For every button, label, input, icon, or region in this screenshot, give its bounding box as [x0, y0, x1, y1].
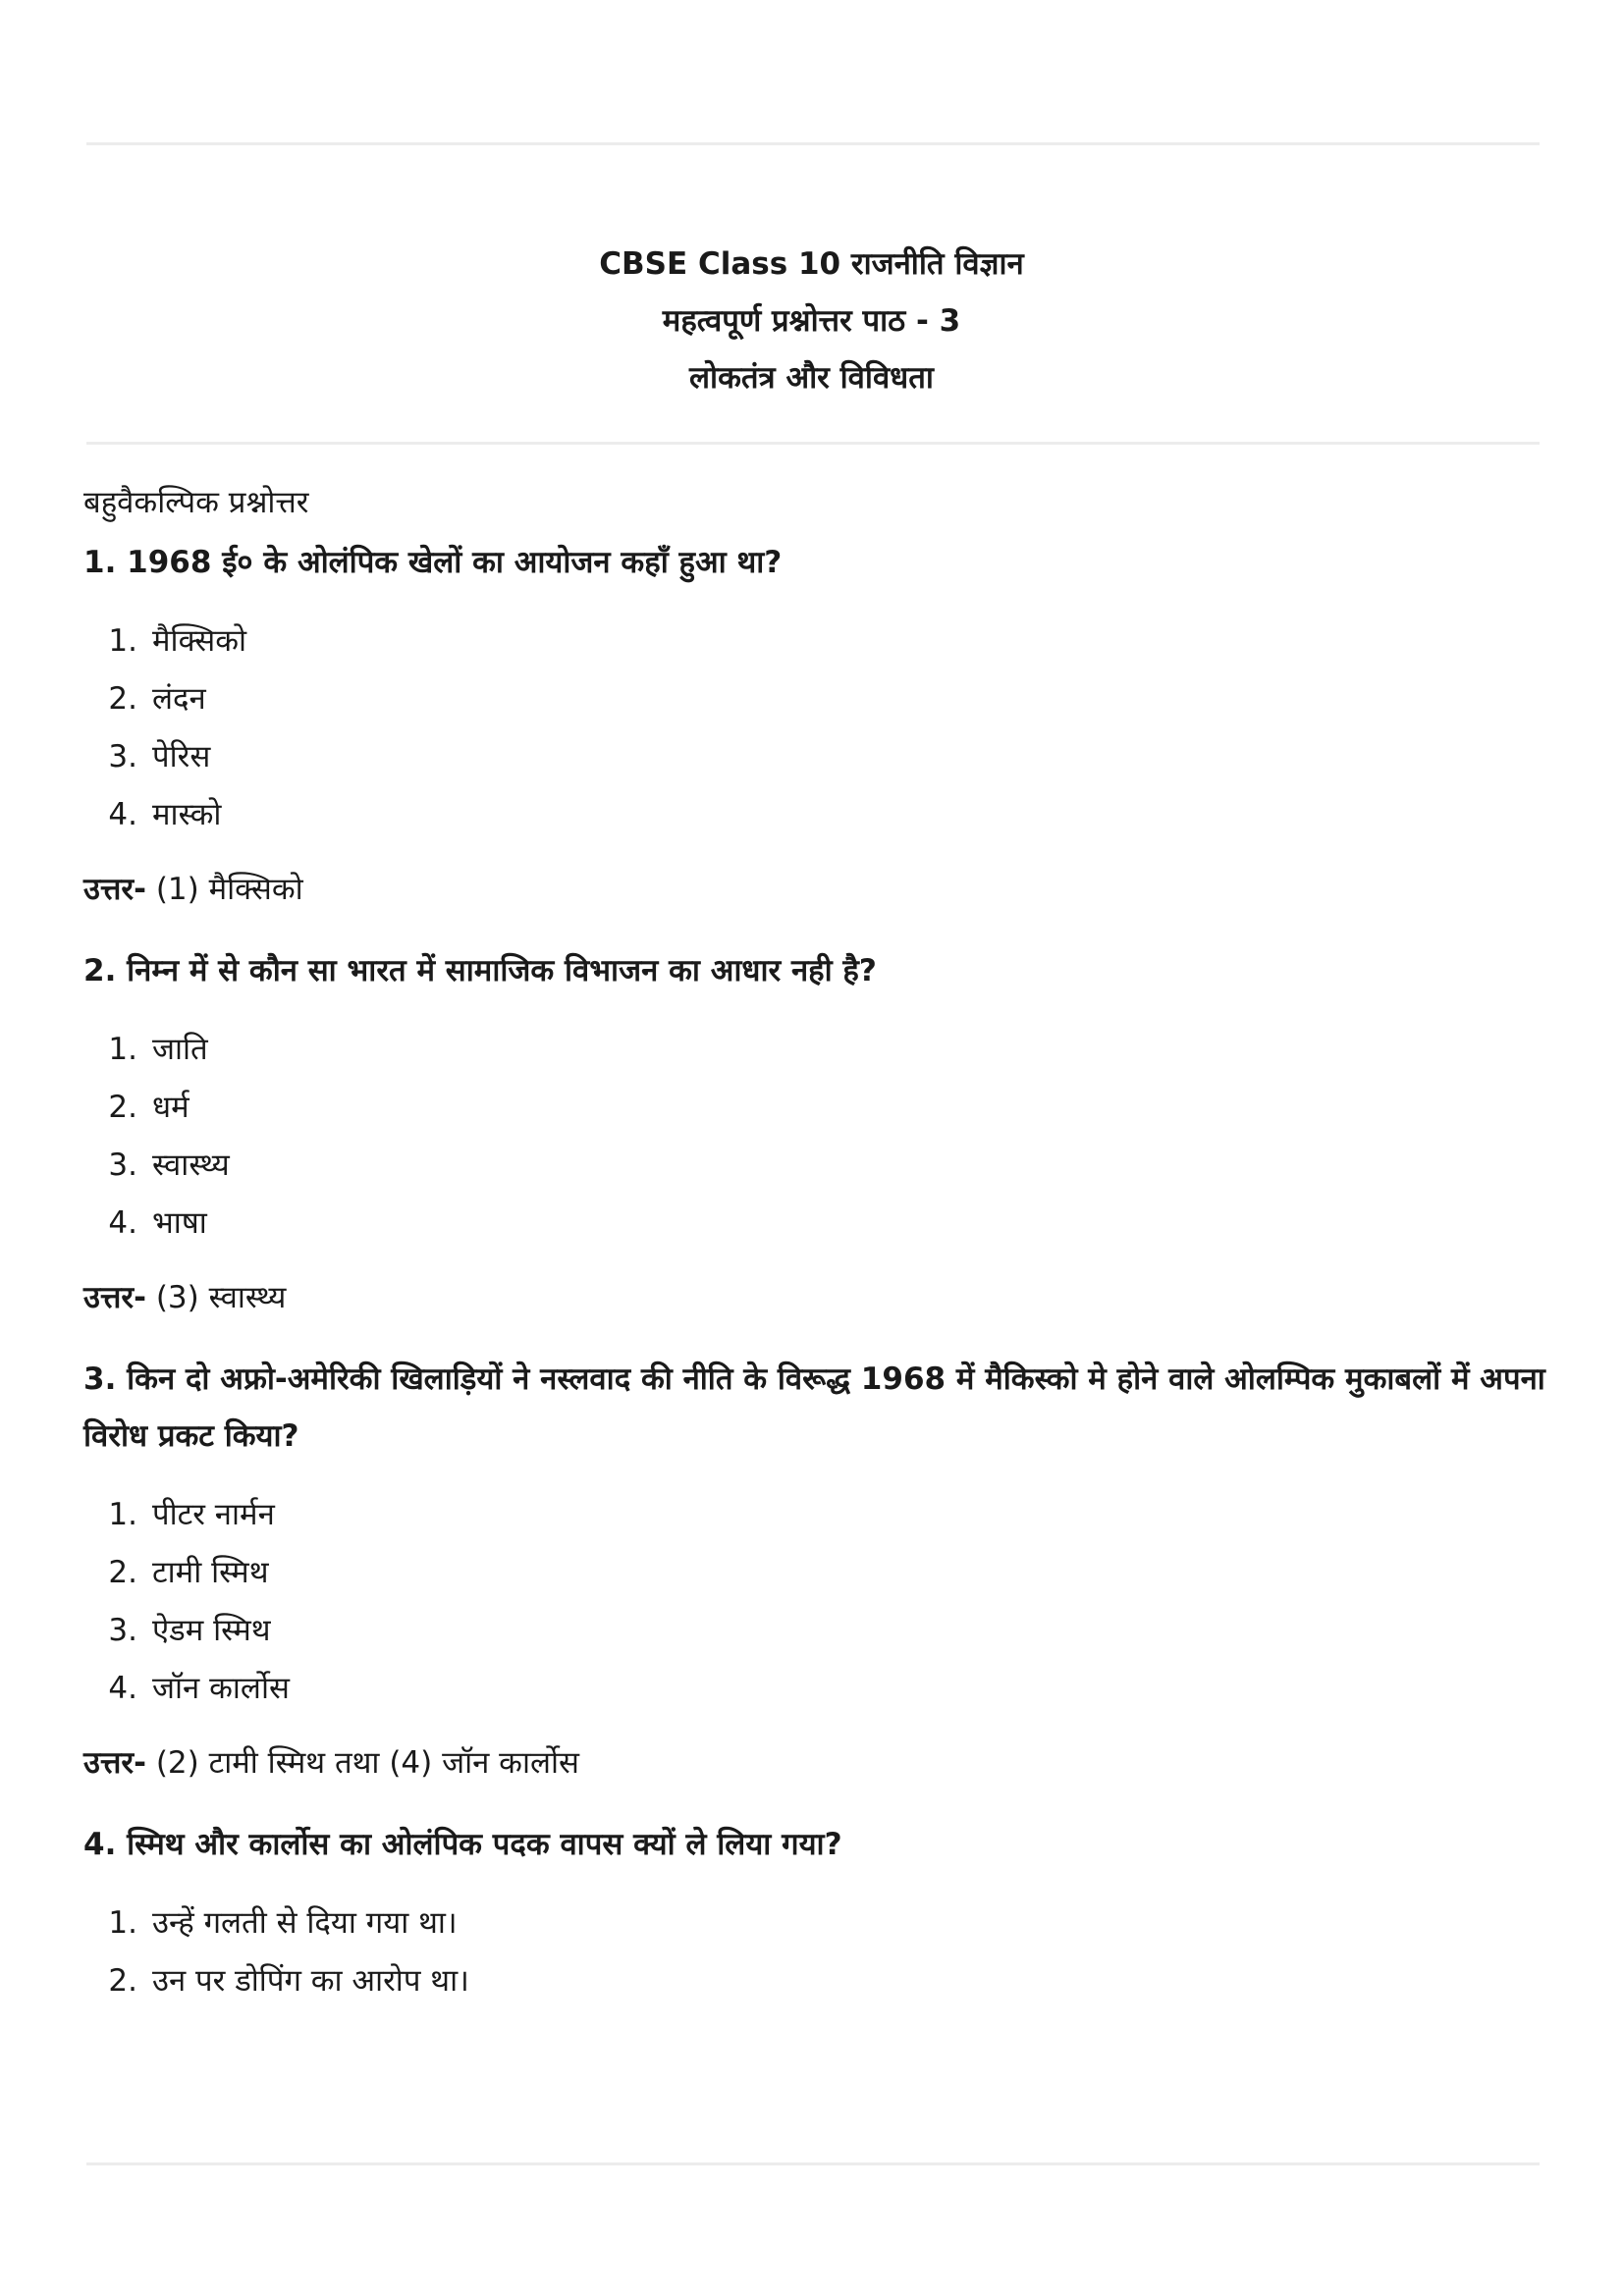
- question-block-3: [83, 1351, 1546, 1785]
- question-text: 3. किन दो अफ्रो-अमेरिकी खिलाड़ियों ने नस्लवाद की नीति के विरूद्ध 1968 में मैकिस्को मे होने वाले ओलम्पिक मुकाबलों में अपना विरोध प्रकट किया?: [83, 1362, 1545, 1454]
- option-number: 1.: [108, 1905, 137, 1941]
- question-block-1: [83, 534, 1546, 911]
- document-header: [0, 236, 1623, 406]
- option-text: लंदन: [152, 681, 206, 717]
- top-divider: [86, 142, 1540, 145]
- option-item: [83, 786, 1546, 844]
- answer-text: (1) मैक्सिको: [155, 872, 303, 907]
- option-number: 2.: [108, 1090, 137, 1125]
- question-text: 2. निम्न में से कौन सा भारत में सामाजिक विभाजन का आधार नही है?: [83, 953, 877, 988]
- answer-label: उत्तर-: [83, 872, 146, 907]
- answer-label: उत्तर-: [83, 1745, 146, 1781]
- option-item: [83, 1486, 1546, 1544]
- options-list: [83, 1486, 1546, 1718]
- option-item: [83, 1895, 1546, 1952]
- option-text: उन्हें गलती से दिया गया था।: [152, 1905, 458, 1941]
- option-text: जॉन कार्लोस: [152, 1671, 290, 1706]
- option-number: 3.: [108, 739, 137, 774]
- option-item: [83, 613, 1546, 670]
- option-item: [83, 1079, 1546, 1137]
- option-item: [83, 1660, 1546, 1718]
- option-number: 4.: [108, 1205, 137, 1241]
- question-content: [83, 481, 1546, 2024]
- options-list: [83, 1021, 1546, 1253]
- option-text: मैक्सिको: [152, 623, 247, 659]
- option-number: 1.: [108, 623, 137, 659]
- option-item: [83, 1137, 1546, 1195]
- option-text: पेरिस: [152, 739, 211, 774]
- option-number: 4.: [108, 1671, 137, 1706]
- answer-line: [83, 868, 1546, 911]
- option-number: 1.: [108, 1032, 137, 1067]
- question-text: 4. स्मिथ और कार्लोस का ओलंपिक पदक वापस क्यों ले लिया गया?: [83, 1827, 842, 1862]
- answer-label: उत्तर-: [83, 1280, 146, 1315]
- option-item: [83, 1952, 1546, 2010]
- question-block-2: [83, 942, 1546, 1319]
- option-number: 4.: [108, 797, 137, 832]
- option-number: 2.: [108, 1963, 137, 1999]
- option-text: टामी स्मिथ: [152, 1555, 269, 1590]
- question-block-4: [83, 1816, 1546, 2010]
- options-list: [83, 613, 1546, 844]
- option-item: [83, 1021, 1546, 1079]
- header-chapter: लोकतंत्र और विविधता: [689, 360, 934, 396]
- answer-line: [83, 1741, 1546, 1785]
- option-text: जाति: [152, 1032, 208, 1067]
- option-text: उन पर डोपिंग का आरोप था।: [152, 1963, 469, 1999]
- answer-text: (2) टामी स्मिथ तथा (4) जॉन कार्लोस: [155, 1745, 580, 1781]
- question-text: 1. 1968 ई० के ओलंपिक खेलों का आयोजन कहाँ हुआ था?: [83, 545, 783, 580]
- option-text: मास्को: [152, 797, 222, 832]
- option-number: 1.: [108, 1497, 137, 1532]
- answer-line: [83, 1276, 1546, 1319]
- options-list: [83, 1895, 1546, 2010]
- option-text: धर्म: [152, 1090, 189, 1125]
- option-text: पीटर नार्मन: [152, 1497, 275, 1532]
- header-subtitle: महत्वपूर्ण प्रश्नोत्तर पाठ - 3: [662, 303, 961, 339]
- header-title: CBSE Class 10 राजनीति विज्ञान: [599, 246, 1024, 282]
- option-number: 2.: [108, 1555, 137, 1590]
- option-text: भाषा: [152, 1205, 207, 1241]
- section-title: बहुवैकल्पिक प्रश्नोत्तर: [83, 485, 309, 520]
- option-number: 3.: [108, 1148, 137, 1183]
- bottom-divider: [86, 2163, 1540, 2165]
- option-item: [83, 728, 1546, 786]
- option-text: ऐडम स्मिथ: [152, 1613, 271, 1648]
- option-item: [83, 670, 1546, 728]
- option-number: 2.: [108, 681, 137, 717]
- answer-text: (3) स्वास्थ्य: [155, 1280, 287, 1315]
- option-item: [83, 1602, 1546, 1660]
- option-item: [83, 1195, 1546, 1253]
- option-number: 3.: [108, 1613, 137, 1648]
- option-item: [83, 1544, 1546, 1602]
- option-text: स्वास्थ्य: [152, 1148, 230, 1183]
- header-divider: [86, 442, 1540, 445]
